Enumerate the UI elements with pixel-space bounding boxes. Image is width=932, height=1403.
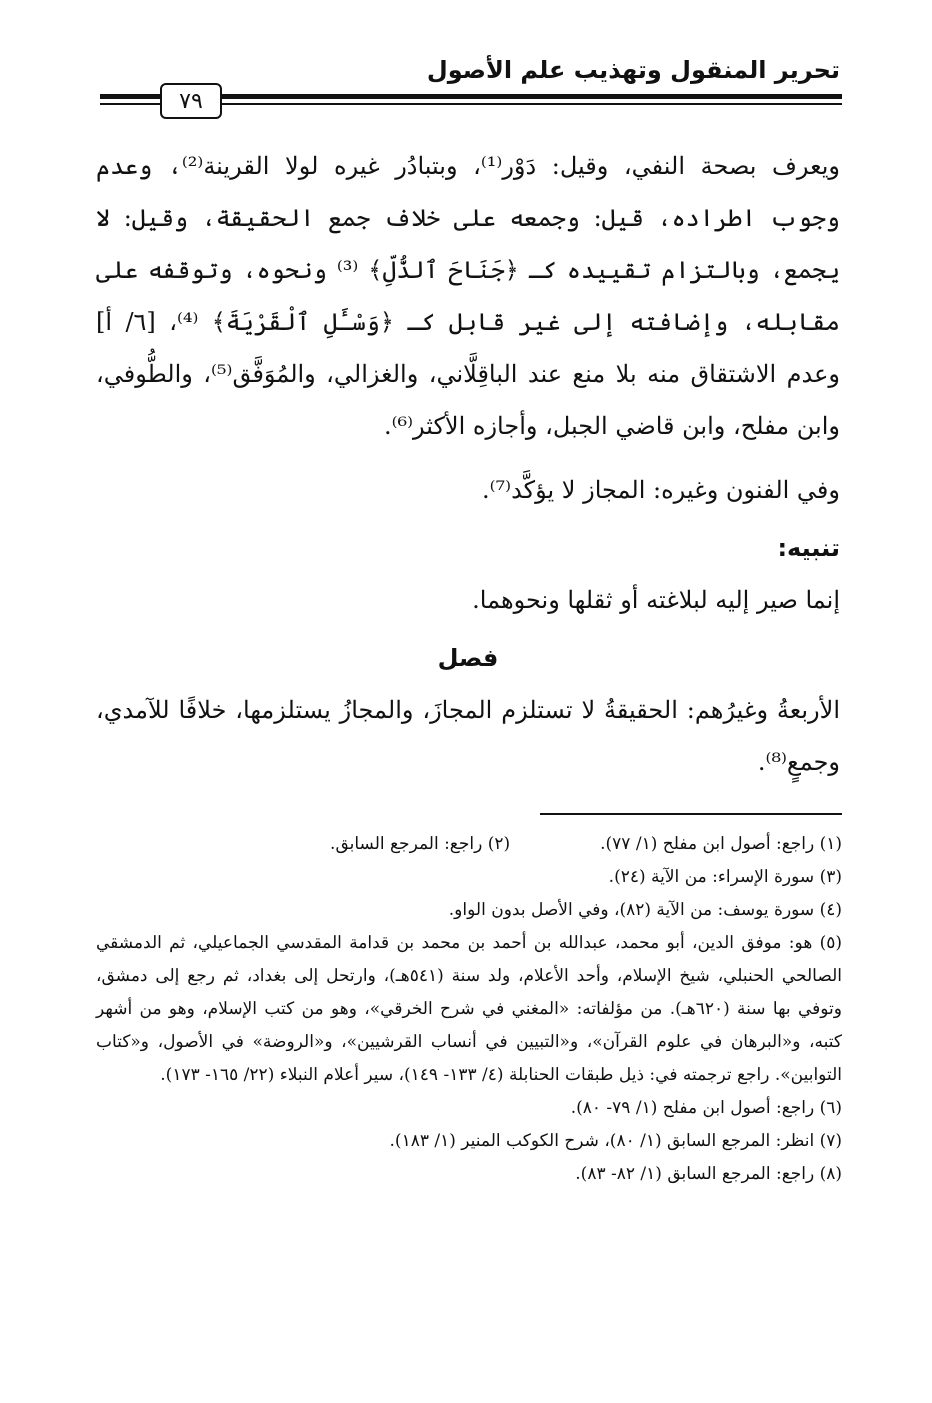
footnote-1: (١) راجع: أصول ابن مفلح (١/ ٧٧). bbox=[600, 834, 842, 854]
footnote-separator bbox=[540, 813, 842, 815]
footnotes bbox=[96, 828, 842, 1191]
main-text bbox=[96, 140, 840, 788]
paragraph-2: وفي الفنون وغيره: المجاز لا يؤكَّد⁽⁷⁾. bbox=[482, 476, 840, 504]
tanbih-heading: تنبيه: bbox=[777, 534, 840, 562]
footnote-5: (٥) هو: موفق الدين، أبو محمد، عبدالله بن أحمد بن محمد بن قدامة المقدسي الجماعيلي، ثم الدمشقي الصالحي الحنبلي، شيخ الإسلام، وأحد الأعلام، ولد سنة (٥٤١هـ)، وارتحل إلى بغداد، ثم رجع إلى دمشق، وتوفي بها سنة (٦٢٠هـ). من مؤلفاته: «المغني في شرح الخرقي»، وهو من كتب الإسلام، وهو من أشهر كتبه، و«البرهان في علوم القرآن»، و«التبيين في أنساب القرشيين»، و«الروضة» في الأصول، و«كتاب التوابين». راجع ترجمته في: ذيل طبقات الحنابلة (٤/ ١٣٣- ١٤٩)، سير أعلام النبلاء (٢٢/ ١٦٥- ١٧٣). bbox=[96, 933, 842, 1085]
footnote-7: (٧) انظر: المرجع السابق (١/ ٨٠)، شرح الكوكب المنير (١/ ١٨٣). bbox=[389, 1131, 842, 1151]
footnote-3: (٣) سورة الإسراء: من الآية (٢٤). bbox=[608, 867, 842, 887]
page-number: ٧٩ bbox=[160, 83, 222, 119]
paragraph-3: إنما صير إليه لبلاغته أو ثقلها ونحوهما. bbox=[472, 586, 840, 614]
footnote-4: (٤) سورة يوسف: من الآية (٨٢)، وفي الأصل بدون الواو. bbox=[448, 900, 842, 920]
fasl-heading: فصل bbox=[437, 644, 499, 672]
footnote-2: (٢) راجع: المرجع السابق. bbox=[330, 834, 511, 854]
footnote-8: (٨) راجع: المرجع السابق (١/ ٨٢- ٨٣). bbox=[575, 1164, 842, 1184]
running-title: تحرير المنقول وتهذيب علم الأصول bbox=[426, 56, 840, 84]
footnote-row-1-2 bbox=[96, 828, 842, 861]
paragraph-4: الأربعةُ وغيرُهم: الحقيقةُ لا تستلزم المجازَ، والمجازُ يستلزمها، خلافًا للآمدي، وجمعٍ⁽⁸⁾. bbox=[96, 696, 840, 776]
footnote-6: (٦) راجع: أصول ابن مفلح (١/ ٧٩- ٨٠). bbox=[570, 1098, 842, 1118]
paragraph-1: ويعرف بصحة النفي، وقيل: دَوْر⁽¹⁾، وبتبادُر غيره لولا القرينة⁽²⁾، وعدم وجوب اطراده، قيل: وجمعه على خلاف جمع الحقيقة، وقيل: لا يجمع، وبالتزام تقييده كـ ﴿جَنَاحَ ٱلذُّلِّ﴾ ⁽³⁾ ونحوه، وتوقفه على مقابله، وإضافته إلى غير قابل كـ ﴿وَسْـَٔلِ ٱلْقَرْيَةَ﴾ ⁽⁴⁾، [٦/ أ] وعدم الاشتقاق منه بلا منع عند الباقِلَّاني، والغزالي، والمُوَفَّق⁽⁵⁾، والطُّوفي، وابن مفلح، وابن قاضي الجبل، وأجازه الأكثر⁽⁶⁾. bbox=[96, 152, 841, 440]
